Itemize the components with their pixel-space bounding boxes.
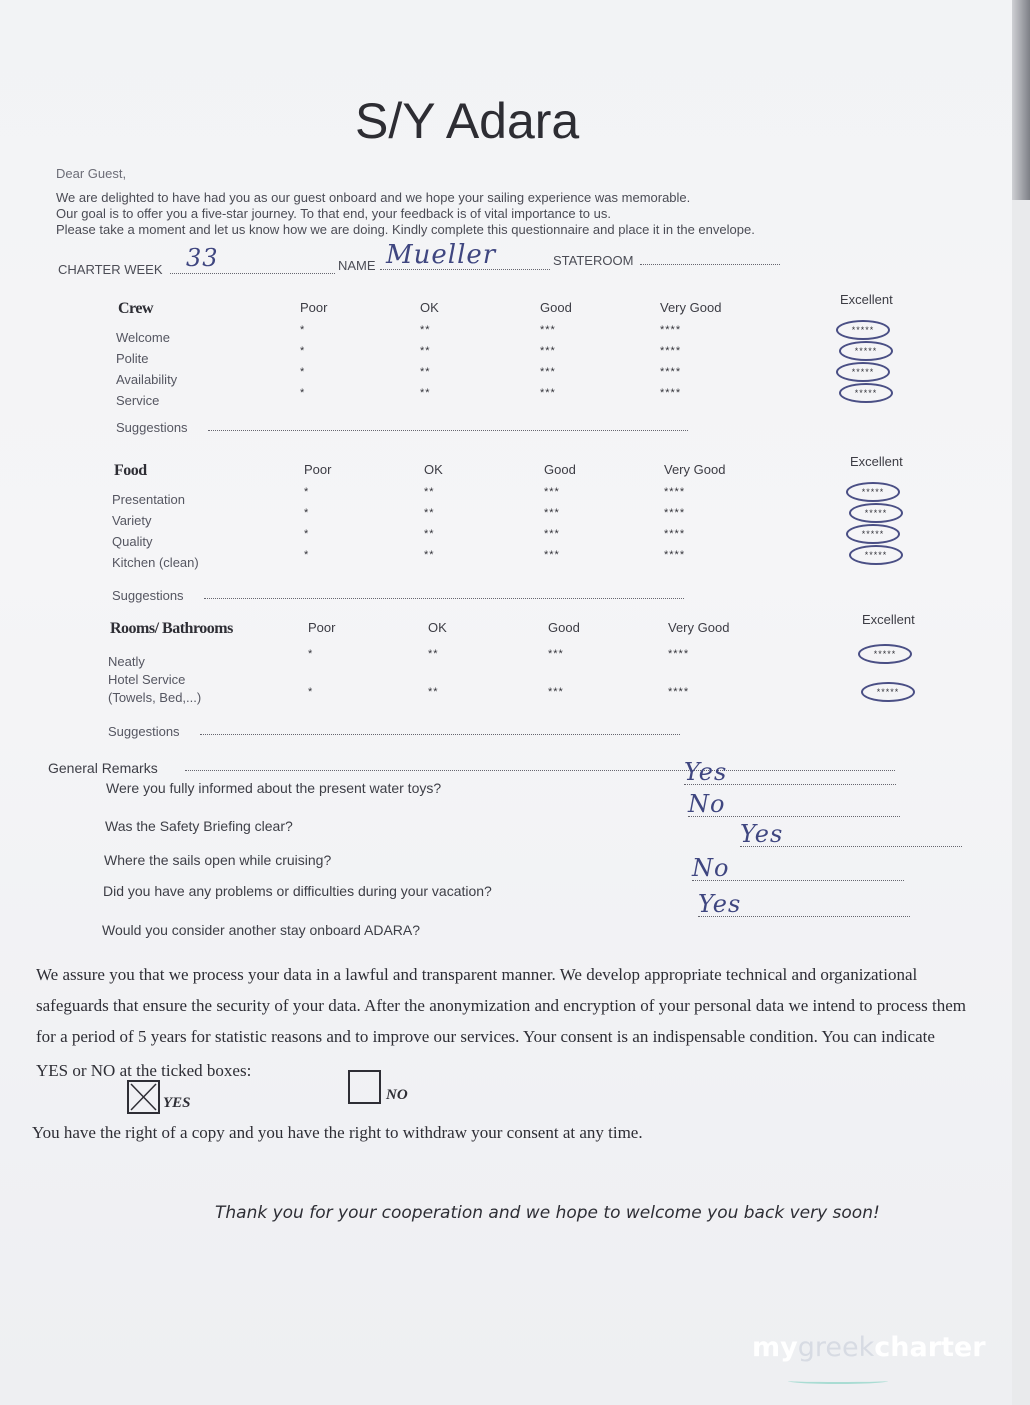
circled-rating-excellent[interactable]: ***** (858, 644, 912, 664)
rating-stars-1[interactable]: * (300, 366, 306, 378)
column-header-ok: OK (420, 300, 439, 315)
logo-part-charter: charter (874, 1332, 986, 1363)
question-text: Were you fully informed about the present water toys? (106, 780, 442, 796)
rating-stars-4[interactable]: **** (668, 648, 690, 660)
rating-stars-1[interactable]: * (304, 507, 310, 519)
circled-rating-excellent[interactable]: ***** (861, 682, 915, 702)
rating-stars-4[interactable]: **** (664, 507, 686, 519)
general-remarks-label: General Remarks (48, 760, 158, 776)
rating-stars-1[interactable]: * (304, 549, 310, 561)
rating-stars-3[interactable]: *** (544, 528, 560, 540)
circled-rating-excellent[interactable]: ***** (849, 503, 903, 523)
rating-stars-2[interactable]: ** (428, 648, 439, 660)
handwritten-answer[interactable]: Yes (698, 890, 742, 918)
question-text: Was the Safety Briefing clear? (105, 818, 293, 834)
handwritten-answer[interactable]: No (688, 790, 726, 818)
circled-rating-excellent[interactable]: ***** (836, 320, 890, 340)
consent-no-checkbox[interactable] (348, 1070, 381, 1104)
rating-stars-4[interactable]: **** (660, 345, 682, 357)
rating-stars-3[interactable]: *** (540, 324, 556, 336)
rating-item-label: Service (116, 393, 160, 408)
circled-rating-excellent[interactable]: ***** (849, 545, 903, 565)
consent-no-label: NO (386, 1087, 408, 1103)
question-text: Did you have any problems or difficulties during your vacation? (103, 883, 492, 899)
suggestions-line[interactable] (204, 598, 684, 599)
column-header-poor: Poor (300, 300, 328, 315)
document-title: S/Y Adara (355, 93, 580, 149)
circled-rating-excellent[interactable]: ***** (839, 383, 893, 403)
logo-wave-underline (788, 1378, 888, 1384)
rating-item-label: Hotel Service (108, 672, 186, 687)
column-header-ok: OK (428, 620, 447, 635)
charter-week-line (170, 273, 335, 274)
general-remarks-line[interactable] (185, 770, 895, 771)
section-title: Crew (118, 300, 154, 317)
charter-week-value[interactable]: 33 (186, 244, 219, 272)
rating-stars-2[interactable]: ** (420, 324, 431, 336)
column-header-poor: Poor (308, 620, 336, 635)
circled-rating-excellent[interactable]: ***** (839, 341, 893, 361)
rating-stars-3[interactable]: *** (540, 345, 556, 357)
rating-item-label: Kitchen (clean) (112, 555, 199, 570)
question-text: Would you consider another stay onboard ADARA? (102, 922, 421, 938)
rating-stars-2[interactable]: ** (424, 528, 435, 540)
consent-yes-checkbox[interactable] (127, 1080, 160, 1114)
rating-stars-3[interactable]: *** (540, 387, 556, 399)
column-header-good: Good (548, 620, 580, 635)
watermark-logo (752, 1332, 986, 1363)
suggestions-label: Suggestions (108, 724, 180, 739)
suggestions-label: Suggestions (112, 588, 184, 603)
intro-line-1: We are delighted to have had you as our guest onboard and we hope your sailing experience was memorable. (56, 190, 691, 205)
paper-edge-shadow (1012, 0, 1030, 200)
handwritten-answer[interactable]: No (692, 854, 730, 882)
rating-item-label: Polite (116, 351, 149, 366)
charter-week-label: CHARTER WEEK (58, 262, 163, 277)
name-value[interactable]: Mueller (386, 240, 497, 270)
rating-stars-4[interactable]: **** (664, 486, 686, 498)
rating-stars-4[interactable]: **** (660, 366, 682, 378)
rating-stars-3[interactable]: *** (540, 366, 556, 378)
column-header-very-good: Very Good (664, 462, 726, 477)
column-header-excellent: Excellent (862, 612, 915, 627)
suggestions-line[interactable] (208, 430, 688, 431)
rating-stars-2[interactable]: ** (428, 686, 439, 698)
rating-item-label: Neatly (108, 654, 145, 669)
stateroom-label: STATEROOM (553, 253, 634, 268)
question-text: Where the sails open while cruising? (104, 852, 332, 868)
rating-stars-1[interactable]: * (304, 486, 310, 498)
thank-you-message: Thank you for your cooperation and we hope to welcome you back very soon! (215, 1203, 880, 1223)
circled-rating-excellent[interactable]: ***** (846, 482, 900, 502)
rating-item-label: Presentation (112, 492, 185, 507)
rating-stars-2[interactable]: ** (424, 549, 435, 561)
column-header-good: Good (544, 462, 576, 477)
column-header-poor: Poor (304, 462, 332, 477)
rating-stars-4[interactable]: **** (664, 528, 686, 540)
logo-part-my: my (752, 1332, 798, 1363)
rating-stars-3[interactable]: *** (544, 486, 560, 498)
circled-rating-excellent[interactable]: ***** (846, 524, 900, 544)
section-title: Rooms/ Bathrooms (110, 620, 233, 637)
column-header-ok: OK (424, 462, 443, 477)
rating-stars-4[interactable]: **** (660, 324, 682, 336)
rating-stars-1[interactable]: * (300, 324, 306, 336)
privacy-line-4: YES or NO at the ticked boxes: (36, 1061, 252, 1080)
rating-stars-1[interactable]: * (300, 345, 306, 357)
rating-stars-1[interactable]: * (300, 387, 306, 399)
rating-stars-1[interactable]: * (308, 648, 314, 660)
column-header-excellent: Excellent (840, 292, 893, 307)
suggestions-label: Suggestions (116, 420, 188, 435)
logo-part-greek: greek (797, 1332, 875, 1363)
rating-item-label: Availability (116, 372, 178, 387)
rating-stars-1[interactable]: * (308, 686, 314, 698)
rating-stars-2[interactable]: ** (424, 486, 435, 498)
rights-text: You have the right of a copy and you have the right to withdraw your consent at any time. (32, 1123, 643, 1142)
circled-rating-excellent[interactable]: ***** (836, 362, 890, 382)
rating-stars-4[interactable]: **** (664, 549, 686, 561)
column-header-very-good: Very Good (668, 620, 730, 635)
column-header-excellent: Excellent (850, 454, 903, 469)
check-x-icon (129, 1082, 158, 1112)
rating-item-label: Welcome (116, 330, 170, 345)
rating-stars-4[interactable]: **** (660, 387, 682, 399)
column-header-very-good: Very Good (660, 300, 722, 315)
rating-stars-3[interactable]: *** (548, 648, 564, 660)
suggestions-line[interactable] (200, 734, 680, 735)
privacy-line-1: We assure you that we process your data in a lawful and transparent manner. We develop appropriate technical and organizational (36, 965, 918, 984)
rating-stars-3[interactable]: *** (548, 686, 564, 698)
handwritten-answer[interactable]: Yes (684, 758, 728, 786)
rating-stars-4[interactable]: **** (668, 686, 690, 698)
rating-stars-3[interactable]: *** (544, 549, 560, 561)
consent-yes-label: YES (163, 1095, 191, 1111)
privacy-line-2: safeguards that ensure the security of your data. After the anonymization and encryption of your personal data we intend to process them (36, 996, 966, 1015)
rating-stars-3[interactable]: *** (544, 507, 560, 519)
stateroom-line[interactable] (640, 264, 780, 265)
intro-line-2: Our goal is to offer you a five-star journey. To that end, your feedback is of vital importance to us. (56, 206, 611, 221)
rating-stars-2[interactable]: ** (420, 345, 431, 357)
rating-stars-1[interactable]: * (304, 528, 310, 540)
column-header-good: Good (540, 300, 572, 315)
greeting: Dear Guest, (56, 166, 127, 181)
rating-stars-2[interactable]: ** (420, 366, 431, 378)
rating-stars-2[interactable]: ** (420, 387, 431, 399)
name-label: NAME (338, 258, 376, 273)
rating-item-label: Variety (112, 513, 152, 528)
rating-stars-2[interactable]: ** (424, 507, 435, 519)
rating-item-label: Quality (112, 534, 153, 549)
handwritten-answer[interactable]: Yes (740, 820, 784, 848)
privacy-line-3: for a period of 5 years for statistic reasons and to improve our services. Your consent is an indispensable condition. You can indicate (36, 1027, 935, 1046)
section-title: Food (114, 462, 147, 479)
rating-item-label: (Towels, Bed,...) (108, 690, 202, 705)
intro-line-3: Please take a moment and let us know how we are doing. Kindly complete this questionnaire and place it in the envelope. (56, 222, 755, 237)
